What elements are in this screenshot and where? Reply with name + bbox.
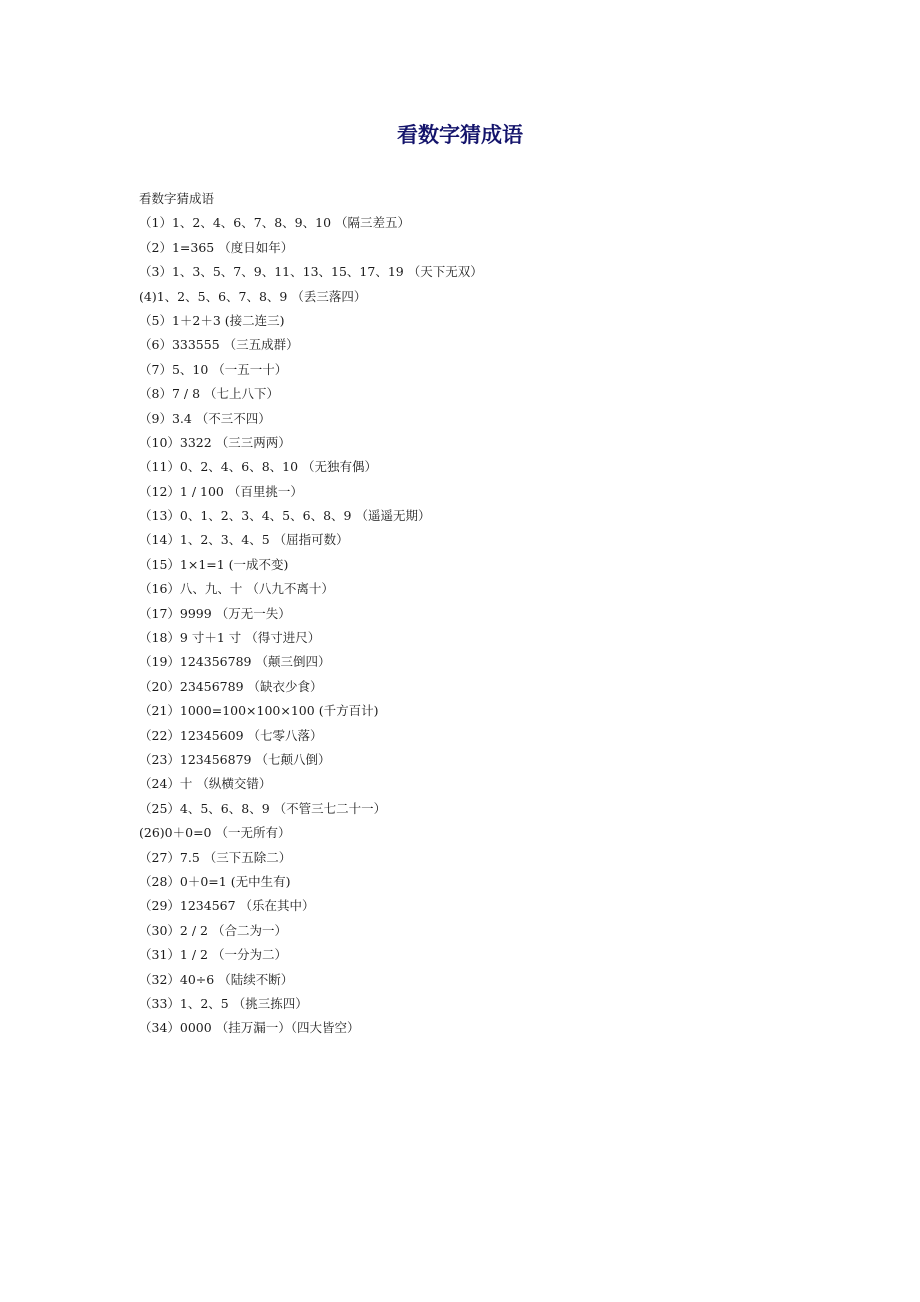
list-item: （1）1、2、4、6、7、8、9、10 （隔三差五） [139,215,411,231]
list-item: (26)0＋0=0 （一无所有） [139,825,291,841]
list-item: （25）4、5、6、8、9 （不管三七二十一） [139,800,387,816]
list-item: （8）7 / 8 （七上八下） [139,386,279,402]
list-item: （13）0、1、2、3、4、5、6、8、9 （遥遥无期） [139,508,431,524]
list-item: （27）7.5 （三下五除二） [139,849,292,865]
list-item: （17）9999 （万无一失） [139,605,291,621]
list-item: （2）1=365 （度日如年） [139,239,294,255]
list-item: （11）0、2、4、6、8、10 （无独有偶） [139,459,378,475]
page-title: 看数字猜成语 [397,123,523,147]
list-item: （9）3.4 （不三不四） [139,410,271,426]
section-heading: 看数字猜成语 [139,191,215,206]
list-item: （18）9 寸＋1 寸 （得寸进尺） [139,630,321,646]
list-item: （34）0000 （挂万漏一）（四大皆空） [139,1020,360,1036]
list-item: （29）1234567 （乐在其中） [139,898,315,914]
list-item: （22）12345609 （七零八落） [139,727,323,743]
list-item: （5）1＋2＋3 (接二连三) [139,312,285,328]
list-item: （23）123456879 （七颠八倒） [139,751,331,767]
list-item: （12）1 / 100 （百里挑一） [139,483,303,499]
list-item: （7）5、10 （一五一十） [139,361,288,377]
list-item: （19）124356789 （颠三倒四） [139,654,331,670]
list-item: （10）3322 （三三两两） [139,434,291,450]
list-item: （33）1、2、5 （挑三拣四） [139,995,308,1011]
list-item: （16）八、九、十 （八九不离十） [139,581,334,597]
list-item: （24）十 （纵横交错） [139,776,272,792]
list-item: （6）333555 （三五成群） [139,337,299,353]
list-item: （20）23456789 （缺衣少食） [139,678,323,694]
list-item: （14）1、2、3、4、5 （屈指可数） [139,532,349,548]
list-item: （3）1、3、5、7、9、11、13、15、17、19 （天下无双） [139,264,483,280]
list-item: （15）1×1=1 (一成不变) [139,556,289,572]
list-item: （30）2 / 2 （合二为一） [139,922,287,938]
list-item: (4)1、2、5、6、7、8、9 （丢三落四） [139,288,367,304]
list-item: （31）1 / 2 （一分为二） [139,947,287,963]
document-body [139,187,839,1041]
list-item: （21）1000=100×100×100 (千方百计) [139,703,379,719]
list-item: （28）0＋0=1 (无中生有) [139,873,291,889]
list-item: （32）40÷6 （陆续不断） [139,971,294,987]
